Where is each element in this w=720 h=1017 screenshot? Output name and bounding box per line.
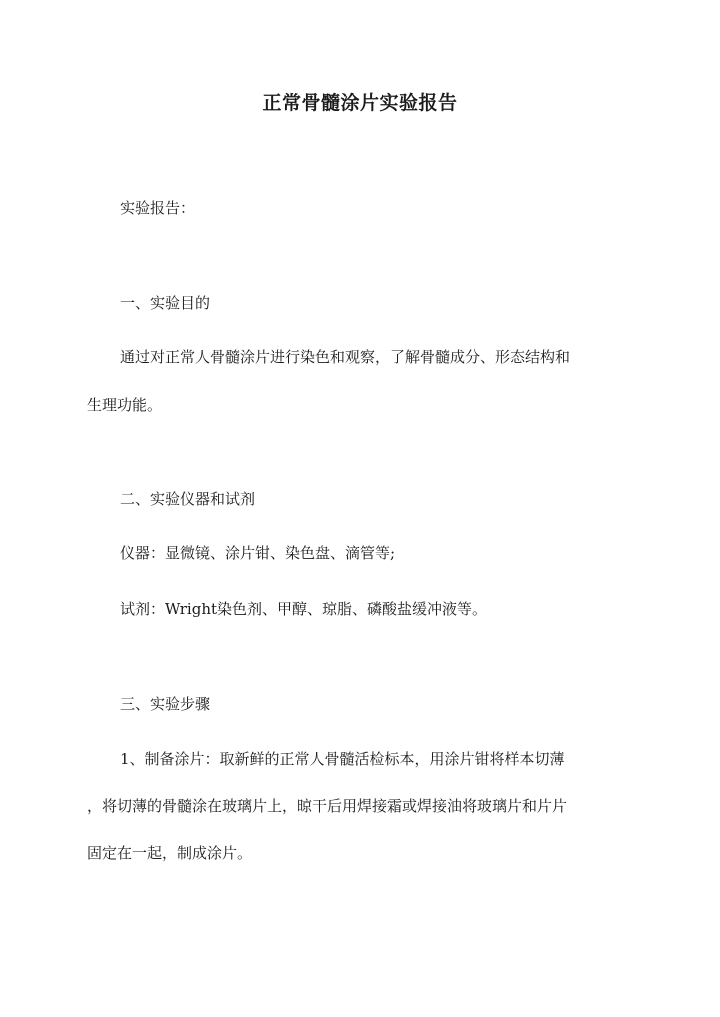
instruments-text: 仪器：显微镜、涂片钳、染色盘、滴管等; [120,544,396,562]
purpose-text-line1: 通过对正常人骨髓涂片进行染色和观察，了解骨髓成分、形态结构和 [120,348,571,366]
document-title: 正常骨髓涂片实验报告 [262,92,458,114]
step1-text-line2: ，将切薄的骨髓涂在玻璃片上，晾干后用焊接霜或焊接油将玻璃片和片片 [87,797,568,815]
section-heading-procedure: 三、实验步骤 [120,695,211,713]
reagents-text: 试剂：Wright染色剂、甲醇、琼脂、磷酸盐缓冲液等。 [120,600,488,618]
step1-text-line3: 固定在一起，制成涂片。 [87,844,253,862]
report-intro: 实验报告： [120,199,196,217]
step1-text-line1: 1、制备涂片：取新鲜的正常人骨髓活检标本，用涂片钳将样本切薄 [120,750,565,768]
purpose-text-line2: 生理功能。 [87,396,163,414]
section-heading-equipment: 二、实验仪器和试剂 [120,490,256,508]
section-heading-purpose: 一、实验目的 [120,294,211,312]
